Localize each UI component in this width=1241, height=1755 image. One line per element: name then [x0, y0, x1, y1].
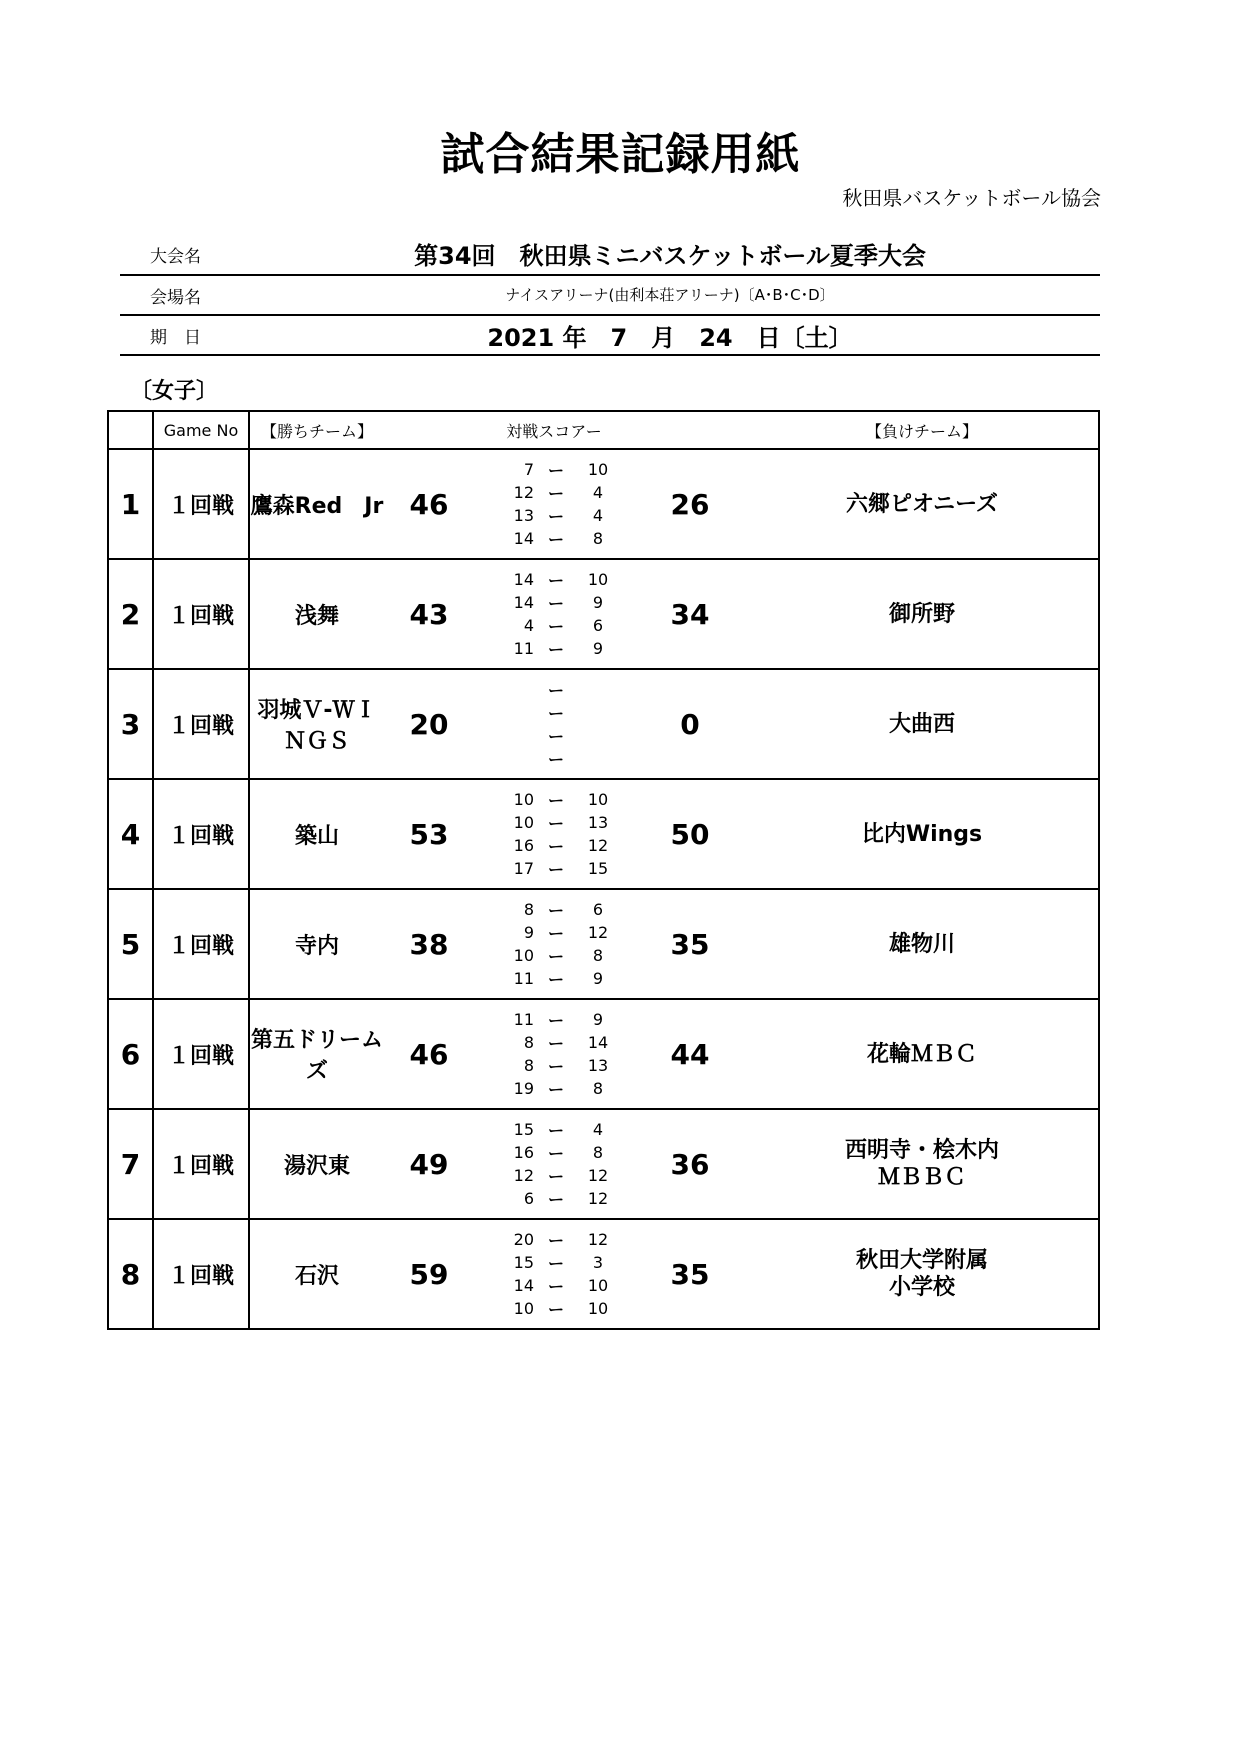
dash-separator: ー: [547, 461, 564, 480]
period-winner-points: 14: [513, 593, 534, 612]
period-loser-points: 10: [587, 1276, 609, 1295]
period-winner-points: 16: [513, 836, 534, 855]
period-scores: [474, 898, 634, 990]
period-winner-points: 13: [513, 506, 534, 525]
row-number: 7: [108, 1109, 153, 1219]
period-score: [474, 614, 634, 637]
row-number: 1: [108, 449, 153, 559]
dash-separator: ー: [547, 507, 564, 526]
row-number: 6: [108, 999, 153, 1109]
header-blank: [108, 411, 153, 449]
venue-label: 会場名: [150, 288, 201, 308]
period-score: [474, 788, 634, 811]
period-winner-points: 12: [513, 1166, 534, 1185]
period-winner-points: 6: [523, 1189, 534, 1208]
period-loser-points: 9: [592, 639, 604, 658]
round-label: １回戦: [153, 889, 249, 999]
winner-score: 46: [409, 487, 449, 521]
period-loser-points: 8: [592, 1079, 604, 1098]
winner-score: 59: [409, 1257, 449, 1291]
dash-separator: ー: [547, 947, 564, 966]
dash-separator: ー: [547, 1034, 564, 1053]
dash-separator: ー: [547, 1231, 564, 1250]
period-scores: [474, 1228, 634, 1320]
dash-separator: ー: [547, 814, 564, 833]
match-cell: [249, 1109, 1099, 1219]
loser-team: 比内Wings: [861, 821, 983, 847]
loser-team: 花輪ＭＢＣ: [866, 1041, 977, 1067]
period-loser-points: 9: [592, 969, 604, 988]
game-row: [108, 779, 1099, 889]
header-score: 対戦スコアー: [506, 421, 602, 441]
game-row: [108, 1109, 1099, 1219]
dash-separator: ー: [547, 860, 564, 879]
period-winner-points: 15: [513, 1253, 534, 1272]
game-row: [108, 1219, 1099, 1329]
organization-name: 秋田県バスケットボール協会: [842, 186, 1101, 210]
winner-team: 羽城Ｖ-ＷＩＮＧＳ: [257, 698, 377, 754]
dash-separator: ー: [547, 750, 564, 769]
loser-score: 34: [670, 597, 710, 631]
loser-score: 0: [680, 707, 700, 741]
period-winner-points: 11: [513, 1010, 534, 1029]
dash-separator: ー: [547, 640, 564, 659]
period-score: [474, 921, 634, 944]
date-label: 期 日: [150, 328, 201, 348]
page-title: 試合結果記録用紙: [440, 129, 801, 180]
period-winner-points: 10: [513, 813, 534, 832]
row-number: 8: [108, 1219, 153, 1329]
period-loser-points: 12: [587, 1189, 609, 1208]
period-winner-points: 14: [513, 529, 534, 548]
match-cell: [249, 669, 1099, 779]
period-winner-points: 16: [513, 1143, 534, 1162]
period-score: [474, 701, 634, 724]
round-label: １回戦: [153, 559, 249, 669]
dash-separator: ー: [547, 901, 564, 920]
period-scores: [474, 788, 634, 880]
period-score: [474, 1031, 634, 1054]
winner-score: 53: [409, 817, 449, 851]
tournament-value: 第34回 秋田県ミニバスケットボール夏季大会: [414, 242, 926, 270]
period-loser-points: 13: [587, 813, 609, 832]
period-score: [474, 944, 634, 967]
round-label: １回戦: [153, 1109, 249, 1219]
period-scores: [474, 1008, 634, 1100]
dash-separator: ー: [547, 530, 564, 549]
period-loser-points: 9: [592, 1010, 604, 1029]
period-score: [474, 1141, 634, 1164]
period-loser-points: 3: [592, 1253, 604, 1272]
winner-team: 寺内: [294, 933, 339, 959]
winner-score: 20: [409, 707, 449, 741]
period-score: [474, 1228, 634, 1251]
game-row: [108, 889, 1099, 999]
period-score: [474, 678, 634, 701]
dash-separator: ー: [547, 1277, 564, 1296]
header-game-no: Game No: [153, 411, 249, 449]
period-loser-points: 12: [587, 1230, 609, 1249]
period-loser-points: 8: [592, 529, 604, 548]
loser-team: 雄物川: [888, 931, 955, 957]
period-score: [474, 1118, 634, 1141]
period-scores: [474, 458, 634, 550]
period-winner-points: 15: [513, 1120, 534, 1139]
period-winner-points: 10: [513, 946, 534, 965]
loser-score: 50: [670, 817, 710, 851]
dash-separator: ー: [547, 1167, 564, 1186]
row-number: 2: [108, 559, 153, 669]
period-winner-points: 8: [523, 1056, 534, 1075]
period-winner-points: 14: [513, 570, 534, 589]
period-score: [474, 1008, 634, 1031]
row-number: 5: [108, 889, 153, 999]
dash-separator: ー: [547, 681, 564, 700]
dash-separator: ー: [547, 791, 564, 810]
date-row: [120, 314, 1100, 356]
game-row: [108, 669, 1099, 779]
period-winner-points: 10: [513, 790, 534, 809]
loser-score: 35: [670, 1257, 710, 1291]
period-scores: [474, 1118, 634, 1210]
winner-team: 石沢: [294, 1263, 339, 1289]
loser-team: 大曲西: [888, 711, 955, 737]
dash-separator: ー: [547, 1190, 564, 1209]
period-loser-points: 4: [592, 1120, 604, 1139]
table-header: [108, 411, 1099, 449]
period-loser-points: 10: [587, 790, 609, 809]
match-cell: [249, 779, 1099, 889]
period-score: [474, 504, 634, 527]
period-score: [474, 1251, 634, 1274]
dash-separator: ー: [547, 1121, 564, 1140]
venue-row: [120, 274, 1100, 316]
period-winner-points: 9: [523, 923, 534, 942]
dash-separator: ー: [547, 1080, 564, 1099]
round-label: １回戦: [153, 779, 249, 889]
header-winner: 【勝ちチーム】: [260, 421, 373, 441]
dash-separator: ー: [547, 617, 564, 636]
loser-score: 44: [670, 1037, 710, 1071]
header-main: [249, 411, 1099, 449]
period-scores: [474, 678, 634, 770]
winner-team: 第五ドリームズ: [250, 1028, 383, 1084]
period-loser-points: 15: [587, 859, 609, 878]
winner-team: 湯沢東: [283, 1153, 350, 1179]
row-number: 4: [108, 779, 153, 889]
dash-separator: ー: [547, 704, 564, 723]
date-value: 2021 年 7 月 24 日〔土〕: [487, 324, 853, 352]
period-score: [474, 527, 634, 550]
round-label: １回戦: [153, 1219, 249, 1329]
section-label: 〔女子〕: [130, 379, 219, 404]
dash-separator: ー: [547, 1144, 564, 1163]
period-loser-points: 10: [587, 460, 609, 479]
dash-separator: ー: [547, 1011, 564, 1030]
tournament-label: 大会名: [150, 247, 201, 267]
winner-team: 浅舞: [294, 603, 339, 629]
period-loser-points: 14: [587, 1033, 609, 1052]
tournament-row: [120, 232, 1100, 276]
loser-team: 西明寺・桧木内 ＭＢＢＣ: [844, 1138, 999, 1190]
period-loser-points: 10: [587, 570, 609, 589]
period-loser-points: 12: [587, 1166, 609, 1185]
period-score: [474, 1297, 634, 1320]
period-loser-points: 13: [587, 1056, 609, 1075]
match-cell: [249, 449, 1099, 559]
period-score: [474, 591, 634, 614]
game-row: [108, 449, 1099, 559]
period-score: [474, 568, 634, 591]
dash-separator: ー: [547, 594, 564, 613]
winner-team: 鷹森Red Jr: [250, 493, 384, 519]
winner-score: 46: [409, 1037, 449, 1071]
loser-score: 26: [670, 487, 710, 521]
period-loser-points: 6: [592, 616, 604, 635]
loser-team: 秋田大学附属 小学校: [855, 1248, 988, 1300]
dash-separator: ー: [547, 970, 564, 989]
period-winner-points: 10: [513, 1299, 534, 1318]
period-loser-points: 12: [587, 836, 609, 855]
loser-score: 36: [670, 1147, 710, 1181]
period-winner-points: 4: [523, 616, 534, 635]
period-loser-points: 9: [592, 593, 604, 612]
period-winner-points: 8: [523, 900, 534, 919]
period-winner-points: 20: [513, 1230, 534, 1249]
round-label: １回戦: [153, 999, 249, 1109]
winner-team: 築山: [294, 823, 339, 849]
game-rows: [108, 449, 1099, 1329]
period-score: [474, 898, 634, 921]
dash-separator: ー: [547, 924, 564, 943]
period-score: [474, 1274, 634, 1297]
period-winner-points: 11: [513, 639, 534, 658]
venue-value: ナイスアリーナ(由利本荘アリーナ)〔A･B･C･D〕: [505, 286, 835, 304]
dash-separator: ー: [547, 1300, 564, 1319]
period-scores: [474, 568, 634, 660]
header-loser: 【負けチーム】: [865, 421, 978, 441]
period-winner-points: 8: [523, 1033, 534, 1052]
period-score: [474, 747, 634, 770]
period-winner-points: 17: [513, 859, 534, 878]
match-cell: [249, 999, 1099, 1109]
period-score: [474, 857, 634, 880]
period-loser-points: 10: [587, 1299, 609, 1318]
dash-separator: ー: [547, 837, 564, 856]
period-score: [474, 724, 634, 747]
period-loser-points: 4: [592, 483, 604, 502]
period-score: [474, 834, 634, 857]
period-loser-points: 6: [592, 900, 604, 919]
period-score: [474, 1054, 634, 1077]
dash-separator: ー: [547, 1254, 564, 1273]
period-winner-points: 19: [513, 1079, 534, 1098]
results-table: [107, 410, 1100, 1330]
winner-score: 43: [409, 597, 449, 631]
period-loser-points: 12: [587, 923, 609, 942]
period-score: [474, 637, 634, 660]
loser-team: 六郷ピオニーズ: [845, 491, 999, 517]
dash-separator: ー: [547, 1057, 564, 1076]
row-number: 3: [108, 669, 153, 779]
period-score: [474, 1164, 634, 1187]
game-row: [108, 559, 1099, 669]
period-score: [474, 967, 634, 990]
period-score: [474, 811, 634, 834]
period-score: [474, 1077, 634, 1100]
match-cell: [249, 889, 1099, 999]
period-winner-points: 7: [523, 460, 534, 479]
round-label: １回戦: [153, 449, 249, 559]
period-score: [474, 458, 634, 481]
dash-separator: ー: [547, 727, 564, 746]
match-cell: [249, 559, 1099, 669]
period-score: [474, 1187, 634, 1210]
game-row: [108, 999, 1099, 1109]
period-loser-points: 4: [592, 506, 604, 525]
period-winner-points: 14: [513, 1276, 534, 1295]
period-winner-points: 11: [513, 969, 534, 988]
round-label: １回戦: [153, 669, 249, 779]
loser-team: 御所野: [888, 601, 955, 627]
period-loser-points: 8: [592, 1143, 604, 1162]
period-score: [474, 481, 634, 504]
winner-score: 38: [409, 927, 449, 961]
dash-separator: ー: [547, 571, 564, 590]
period-loser-points: 8: [592, 946, 604, 965]
dash-separator: ー: [547, 484, 564, 503]
winner-score: 49: [409, 1147, 449, 1181]
match-cell: [249, 1219, 1099, 1329]
period-winner-points: 12: [513, 483, 534, 502]
loser-score: 35: [670, 927, 710, 961]
